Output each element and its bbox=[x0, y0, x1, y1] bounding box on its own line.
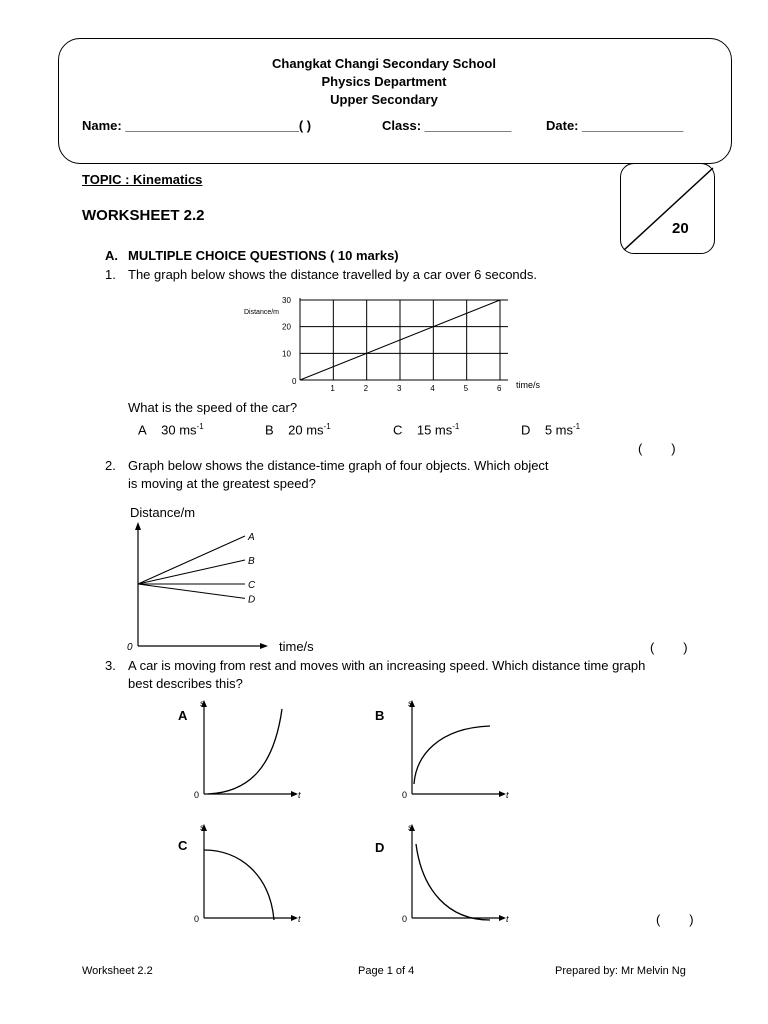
section-title: MULTIPLE CHOICE QUESTIONS ( 10 marks) bbox=[128, 248, 399, 263]
q2-series-line-d bbox=[138, 584, 245, 598]
q3-s-label: s bbox=[200, 699, 204, 708]
q1-option-c[interactable] bbox=[393, 422, 459, 437]
q1-x-tick-label: 5 bbox=[463, 384, 469, 393]
q3-origin-label: 0 bbox=[194, 790, 200, 800]
footer-page: Page 1 of 4 bbox=[358, 965, 415, 977]
q2-series-line-b bbox=[138, 560, 245, 584]
q3-s-label: s bbox=[408, 823, 412, 832]
option-value: 15 ms bbox=[416, 422, 453, 438]
q1-x-axis-label: time/s bbox=[516, 380, 541, 390]
score-total: 20 bbox=[672, 220, 689, 237]
school-name: Changkat Changi Secondary School bbox=[272, 56, 496, 71]
q2-answer-blank[interactable]: ( ) bbox=[650, 640, 688, 655]
option-value: 20 ms bbox=[288, 422, 324, 438]
q3-origin-label: 0 bbox=[194, 914, 200, 924]
q3-t-label: t bbox=[298, 790, 301, 800]
footer-left: Worksheet 2.2 bbox=[82, 965, 153, 977]
q3-x-arrow bbox=[291, 791, 298, 797]
q2-x-axis-label: time/s bbox=[279, 639, 314, 654]
q1-y-tick-label: 30 bbox=[282, 296, 291, 305]
q3-option-c-label[interactable]: C bbox=[178, 838, 188, 853]
q2-line2: is moving at the greatest speed? bbox=[128, 476, 316, 491]
q1-x-tick-label: 1 bbox=[330, 384, 335, 393]
department-name: Physics Department bbox=[321, 74, 447, 89]
option-letter: C bbox=[393, 422, 403, 438]
option-exponent: -1 bbox=[573, 422, 581, 431]
q1-option-d[interactable] bbox=[521, 422, 580, 437]
q1-origin-label: 0 bbox=[292, 377, 297, 386]
option-letter: D bbox=[521, 422, 531, 438]
q3-curve-b bbox=[414, 726, 490, 784]
q3-graph-c bbox=[190, 820, 310, 930]
q1-y-tick-label: 20 bbox=[282, 322, 291, 332]
q1-question: What is the speed of the car? bbox=[128, 400, 298, 415]
q1-y-tick-label: 10 bbox=[282, 349, 291, 359]
q3-s-label: s bbox=[408, 699, 412, 708]
q3-line1: A car is moving from rest and moves with an increasing speed. Which distance time graph bbox=[128, 658, 646, 673]
q1-x-tick-label: 4 bbox=[430, 384, 435, 393]
q3-answer-blank[interactable]: ( ) bbox=[656, 912, 694, 927]
q3-graph-b bbox=[398, 696, 518, 806]
q2-x-arrow bbox=[260, 643, 268, 649]
level-name: Upper Secondary bbox=[330, 92, 438, 107]
name-field[interactable]: Name: ________________________( ) bbox=[82, 118, 312, 133]
option-value: 30 ms bbox=[161, 422, 197, 438]
q3-t-label: t bbox=[298, 914, 301, 924]
q1-chart bbox=[236, 290, 556, 400]
class-field[interactable]: Class: ____________ bbox=[382, 118, 512, 133]
topic-label: TOPIC : Kinematics bbox=[82, 172, 203, 187]
q2-number: 2. bbox=[105, 458, 116, 473]
q3-curve-d bbox=[416, 844, 490, 920]
q2-series-label-d: D bbox=[248, 594, 256, 606]
q3-graph-d bbox=[398, 820, 518, 930]
q3-option-a-label[interactable]: A bbox=[178, 708, 188, 723]
q3-t-label: t bbox=[506, 914, 509, 924]
q3-origin-label: 0 bbox=[402, 790, 408, 800]
q2-series-group bbox=[138, 532, 256, 605]
q1-x-tick-label: 3 bbox=[397, 384, 402, 393]
q2-origin-label: 0 bbox=[127, 642, 133, 653]
worksheet-title: WORKSHEET 2.2 bbox=[82, 207, 205, 224]
option-exponent: -1 bbox=[452, 422, 460, 431]
q2-series-label-c: C bbox=[248, 580, 256, 591]
q1-y-ticks bbox=[282, 296, 291, 358]
q1-x-tick-label: 6 bbox=[497, 384, 502, 393]
score-divider bbox=[621, 164, 714, 253]
q3-curve-a bbox=[208, 709, 282, 794]
q1-option-b[interactable] bbox=[265, 422, 331, 437]
q3-curve-c bbox=[204, 850, 274, 920]
section-letter: A. bbox=[105, 248, 118, 263]
q2-series-label-a: A bbox=[248, 532, 255, 543]
q2-series-line-a bbox=[138, 536, 245, 584]
q2-line1: Graph below shows the distance-time graph of four objects. Which object bbox=[128, 458, 549, 473]
q3-option-b-label[interactable]: B bbox=[375, 708, 385, 723]
q2-y-arrow bbox=[135, 522, 141, 530]
option-exponent: -1 bbox=[196, 422, 204, 431]
q1-text: The graph below shows the distance travelled by a car over 6 seconds. bbox=[128, 267, 538, 282]
q1-x-tick-label: 2 bbox=[363, 384, 369, 393]
q3-x-arrow bbox=[291, 915, 298, 921]
q2-chart bbox=[120, 520, 280, 655]
score-box bbox=[620, 163, 715, 254]
option-letter: A bbox=[138, 422, 147, 438]
q3-t-label: t bbox=[506, 790, 509, 800]
q1-y-axis-label: Distance/m bbox=[244, 309, 280, 316]
q3-s-label: s bbox=[200, 823, 204, 832]
q3-x-arrow bbox=[499, 791, 506, 797]
option-letter: B bbox=[265, 422, 274, 438]
q3-line2: best describes this? bbox=[128, 676, 243, 691]
q2-series-label-b: B bbox=[248, 556, 255, 567]
q3-number: 3. bbox=[105, 658, 116, 673]
option-value: 5 ms bbox=[544, 422, 574, 438]
q1-x-ticks bbox=[330, 384, 502, 393]
q1-number: 1. bbox=[105, 267, 116, 282]
footer-right: Prepared by: Mr Melvin Ng bbox=[555, 965, 686, 977]
q2-y-axis-label: Distance/m bbox=[130, 505, 196, 520]
q1-option-a[interactable] bbox=[138, 422, 204, 437]
q3-x-arrow bbox=[499, 915, 506, 921]
q1-answer-blank[interactable]: ( ) bbox=[638, 441, 676, 456]
q3-graph-a bbox=[190, 696, 310, 806]
option-exponent: -1 bbox=[323, 422, 331, 431]
q3-origin-label: 0 bbox=[402, 914, 408, 924]
q3-option-d-label[interactable]: D bbox=[375, 840, 385, 855]
date-field[interactable]: Date: ______________ bbox=[546, 118, 684, 133]
